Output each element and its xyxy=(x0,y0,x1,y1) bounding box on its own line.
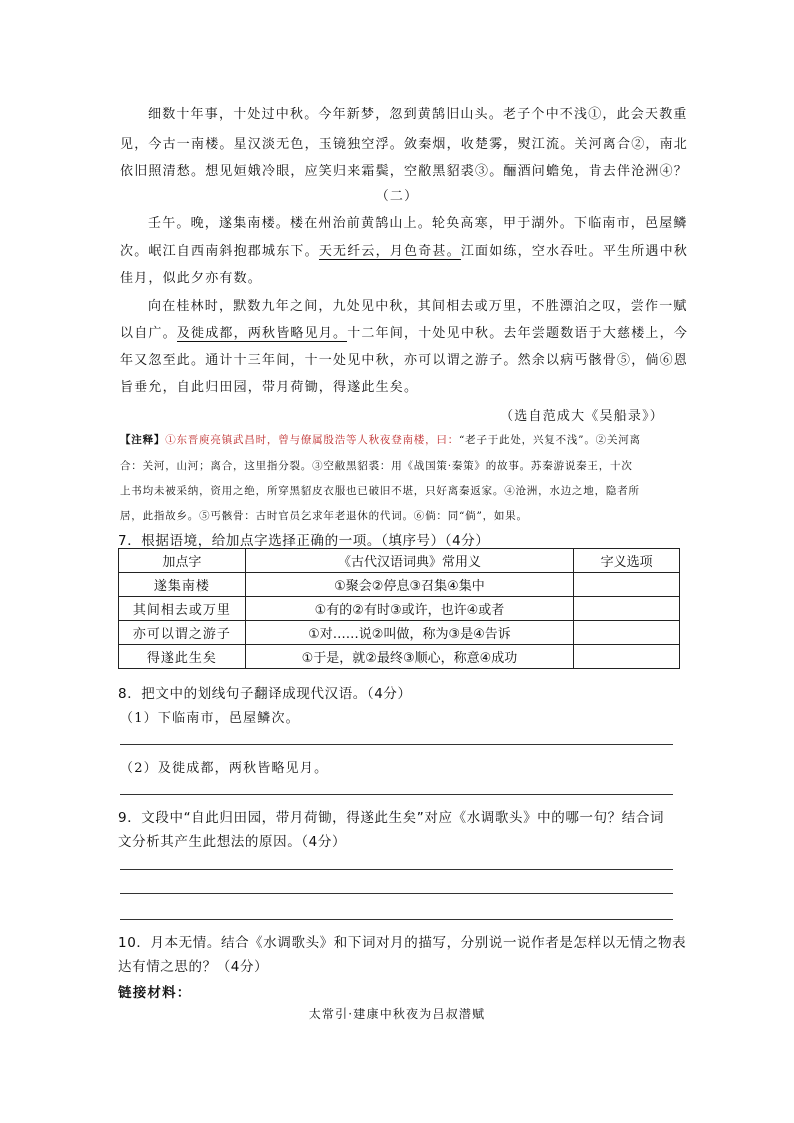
link-material-label: 链接材料： xyxy=(118,985,192,1001)
notes-red-text: ①东晋庾亮镇武昌时，曾与僚属殷浩等人秋夜登南楼，曰： xyxy=(165,434,460,446)
prose-p1-line-3: 佳月，似此夕亦有数。 xyxy=(120,271,263,286)
q7-header-option: 字义选项 xyxy=(574,549,680,573)
q8-prompt: 8．把文中的划线句子翻译成现代汉语。（4分） xyxy=(118,686,412,702)
q7-word-cell: 得遂此生矣 xyxy=(119,645,246,669)
q10-prompt-line-1: 10．月本无情。结合《水调歌头》和下词对月的描写，分别说一说作者是怎样以无情之物表 xyxy=(118,935,687,951)
q7-header-meaning: 《古代汉语词典》常用义 xyxy=(245,549,573,573)
q10-prompt-line-2: 达有情之思的？（4分） xyxy=(118,959,269,975)
poem-line-2: 见，今古一南楼。星汉淡无色，玉镜独空浮。敛秦烟，收楚雾，熨江流。关河离合②，南北 xyxy=(120,137,689,152)
q7-prompt: 7．根据语境，给加点字选择正确的一项。（填序号）（4分） xyxy=(118,533,490,549)
table-row xyxy=(119,597,680,621)
answer-line[interactable] xyxy=(120,869,673,870)
notes-label: 【注释】 xyxy=(120,434,166,446)
q9-prompt-line-1: 9．文段中“自此归田园，带月荷锄，得遂此生矣”对应《水调歌头》中的哪一句？结合词 xyxy=(118,810,665,826)
q7-meaning-cell: ①有的②有时③或许，也许④或者 xyxy=(245,597,573,621)
q7-header-word: 加点字 xyxy=(119,549,246,573)
notes-line-1-rest: “老子于此处，兴复不浅”。②关河离 xyxy=(459,434,641,446)
prose-p1-line-2-c: 江面如练，空水吞吐。平生所遇中秋 xyxy=(460,244,689,259)
table-row xyxy=(119,621,680,645)
source-citation: （选自范成大《吴船录》） xyxy=(500,409,664,424)
prose-p2-line-1: 向在桂林时，默数九年之间，九处见中秋，其间相去或万里，不胜漂泊之叹，尝作一赋 xyxy=(148,299,688,314)
poem-title: 太常引·建康中秋夜为吕叔潜赋 xyxy=(308,1007,486,1021)
prose-p2-line-2-c: 十二年间，十处见中秋。去年尝题数语于大慈楼上，今 xyxy=(347,326,689,341)
poem-line-3: 依旧照清愁。想见姮娥冷眼，应笑归来霜鬓，空敝黑貂裘③。酾酒问蟾兔，肯去伴沧洲④？ xyxy=(120,164,689,179)
q7-answer-cell[interactable] xyxy=(574,621,680,645)
q7-word-cell: 遂集南楼 xyxy=(119,573,246,597)
answer-line[interactable] xyxy=(120,794,673,795)
prose-p2-line-2 xyxy=(120,322,688,341)
poem-line-1: 细数十年事，十处过中秋。今年新梦，忽到黄鹄旧山头。老子个中不浅①，此会天教重 xyxy=(148,107,688,122)
notes-line-1 xyxy=(120,432,641,447)
prose-p1-line-2 xyxy=(120,240,688,259)
notes-line-3: 上书均未被采纳，资用之绝，所穿黑貂皮衣服也已破旧不堪，只好离秦返家。④沧洲，水边之地，隐者所 xyxy=(120,485,640,497)
q7-meaning-cell: ①对……说②叫做，称为③是④告诉 xyxy=(245,621,573,645)
section-heading: （二） xyxy=(375,189,419,204)
q7-word-cell: 其间相去或万里 xyxy=(119,597,246,621)
prose-p2-line-4: 旨垂允，自此归田园，带月荷锄，得遂此生矣。 xyxy=(120,380,419,395)
notes-line-2: 合：关河，山河；离合，这里指分裂。③空敝黑貂裘：用《战国策·秦策》的故事。苏秦游说秦王，十次 xyxy=(120,460,633,472)
answer-line[interactable] xyxy=(120,893,673,894)
prose-p1-line-1: 壬午。晚，遂集南楼。楼在州治前黄鹄山上。轮奂高寒，甲于湖外。下临南市，邑屋鳞 xyxy=(148,216,688,231)
q8-item-1: （1）下临南市，邑屋鳞次。 xyxy=(120,711,300,726)
table-row xyxy=(119,573,680,597)
underlined-sentence-chengdu: 及徙成都，两秋皆略见月。 xyxy=(176,326,348,341)
table-row xyxy=(119,645,680,669)
prose-p2-line-2-a: 以自广。 xyxy=(120,326,177,341)
q7-header-row xyxy=(119,549,680,573)
q7-meaning-cell: ①于是，就②最终③顺心，称意④成功 xyxy=(245,645,573,669)
q7-answer-cell[interactable] xyxy=(574,573,680,597)
q7-table xyxy=(118,548,680,669)
prose-p1-line-2-a: 次。岷江自西南斜抱郡城东下。 xyxy=(120,244,319,259)
answer-line[interactable] xyxy=(120,744,673,745)
q8-item-2: （2）及徙成都，两秋皆略见月。 xyxy=(120,761,329,776)
underlined-sentence-moon: 天无纤云，月色奇甚。 xyxy=(318,244,461,259)
q9-prompt-line-2: 文分析其产生此想法的原因。（4分） xyxy=(118,834,347,850)
q7-meaning-cell: ①聚会②停息③召集④集中 xyxy=(245,573,573,597)
q7-answer-cell[interactable] xyxy=(574,645,680,669)
notes-line-4: 居，此指故乡。⑤丐骸骨：古时官员乞求年老退休的代词。⑥倘：同“倘”，如果。 xyxy=(120,510,528,522)
prose-p2-line-3: 年又忽至此。通计十三年间，十一处见中秋，亦可以谓之游子。然余以病丐骸骨⑤，倘⑥恩 xyxy=(120,353,689,368)
answer-line[interactable] xyxy=(120,919,673,920)
q7-word-cell: 亦可以谓之游子 xyxy=(119,621,246,645)
q7-answer-cell[interactable] xyxy=(574,597,680,621)
